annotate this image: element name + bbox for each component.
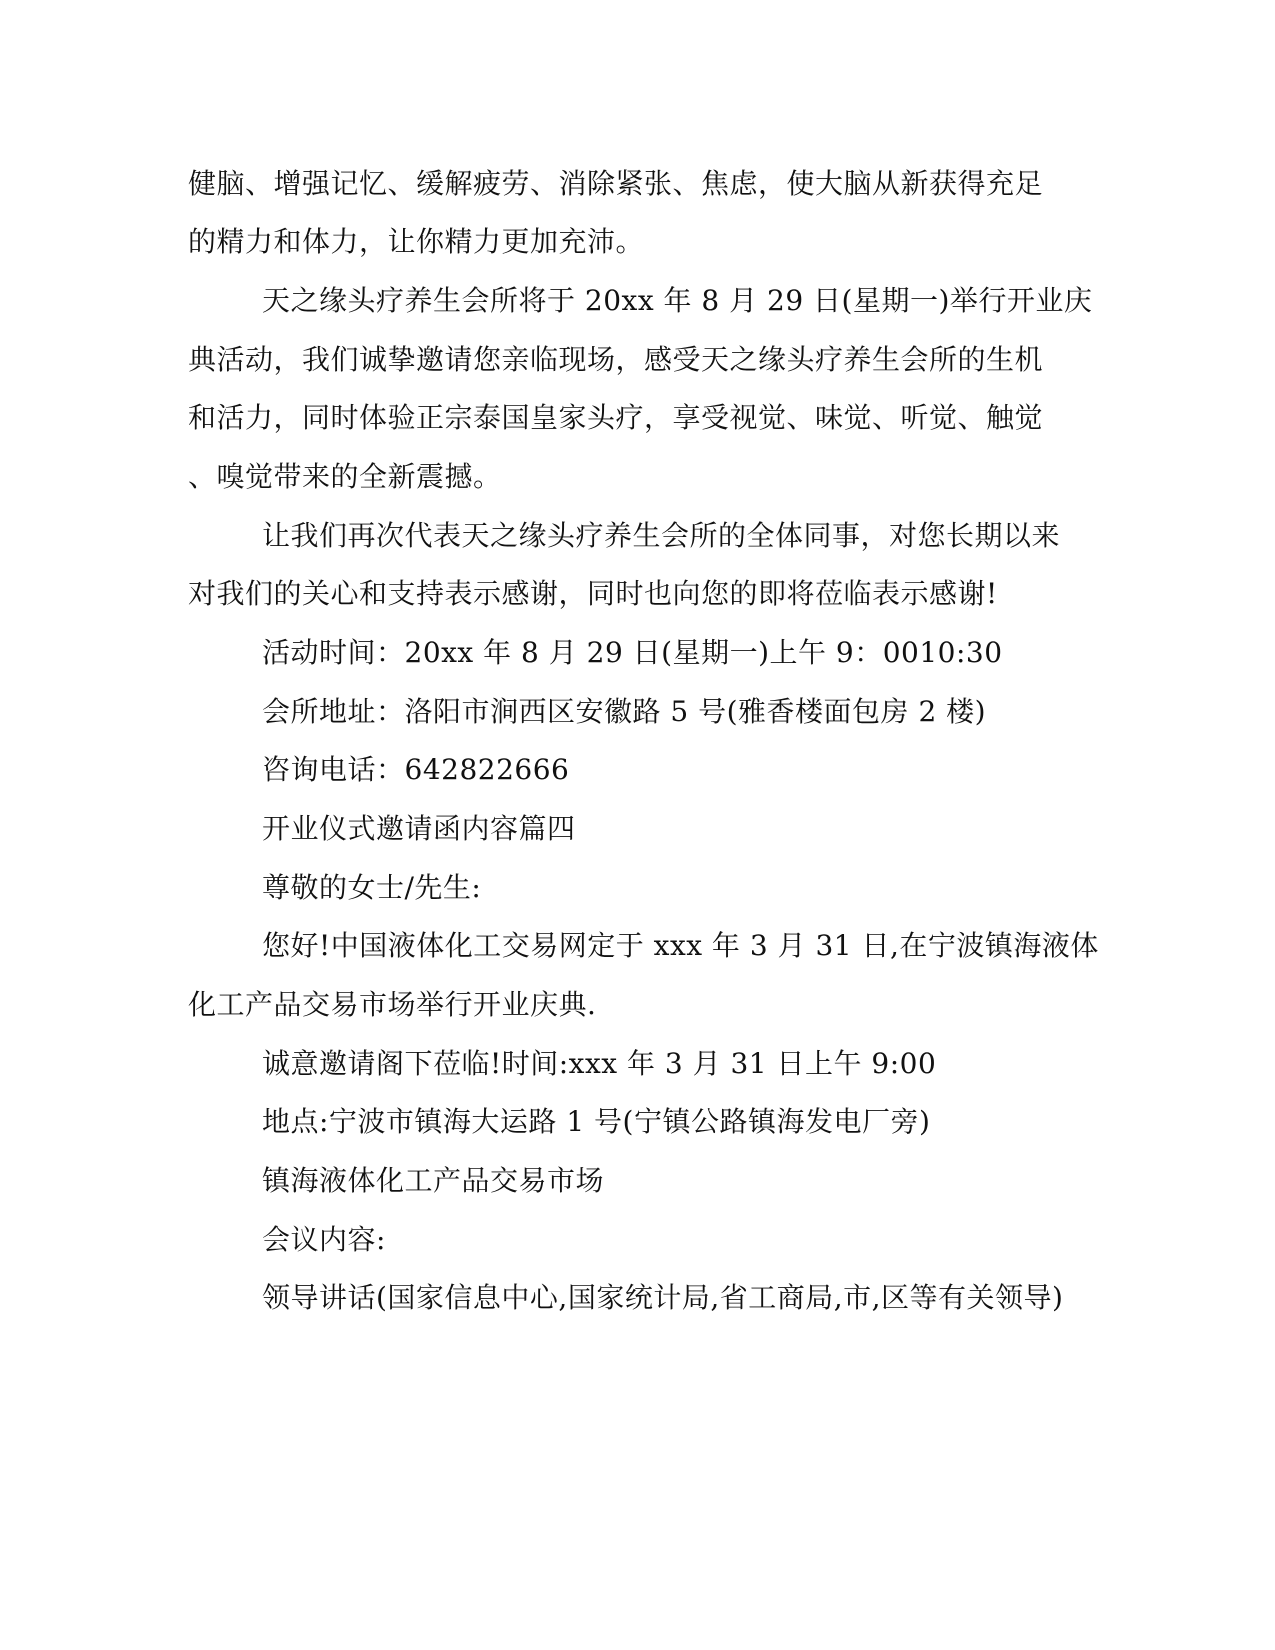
market-name-line: 镇海液体化工产品交易市场	[262, 1164, 605, 1197]
body-text-line: 典活动，我们诚挚邀请您亲临现场，感受天之缘头疗养生会所的生机	[188, 343, 1044, 376]
meeting-content-label: 会议内容:	[262, 1223, 386, 1256]
location-line: 地点:宁波市镇海大运路 1 号(宁镇公路镇海发电厂旁)	[262, 1105, 931, 1138]
body-text-line: 对我们的关心和支持表示感谢，同时也向您的即将莅临表示感谢!	[188, 577, 998, 610]
paragraph-first-line: 让我们再次代表天之缘头疗养生会所的全体同事，对您长期以来	[262, 519, 1061, 552]
venue-address-line: 会所地址：洛阳市涧西区安徽路 5 号(雅香楼面包房 2 楼)	[262, 695, 987, 728]
invitation-time-line: 诚意邀请阁下莅临!时间:xxx 年 3 月 31 日上午 9:00	[262, 1047, 937, 1080]
paragraph-first-line: 您好!中国液体化工交易网定于 xxx 年 3 月 31 日,在宁波镇海液体	[262, 929, 1099, 962]
event-time-line: 活动时间：20xx 年 8 月 29 日(星期一)上午 9：0010:30	[262, 636, 1003, 669]
body-text-line: 、嗅觉带来的全新震撼。	[188, 460, 502, 493]
section-heading: 开业仪式邀请函内容篇四	[262, 812, 576, 845]
phone-line: 咨询电话：642822666	[262, 753, 570, 786]
agenda-item-line: 领导讲话(国家信息中心,国家统计局,省工商局,市,区等有关领导)	[262, 1281, 1064, 1314]
body-text-line: 化工产品交易市场举行开业庆典.	[188, 988, 597, 1021]
paragraph-first-line: 天之缘头疗养生会所将于 20xx 年 8 月 29 日(星期一)举行开业庆	[262, 284, 1093, 317]
salutation-line: 尊敬的女士/先生:	[262, 871, 482, 904]
body-text-line: 和活力，同时体验正宗泰国皇家头疗，享受视觉、味觉、听觉、触觉	[188, 401, 1044, 434]
body-text-line: 的精力和体力，让你精力更加充沛。	[188, 225, 645, 258]
body-text-line: 健脑、增强记忆、缓解疲劳、消除紧张、焦虑，使大脑从新获得充足	[188, 167, 1044, 200]
